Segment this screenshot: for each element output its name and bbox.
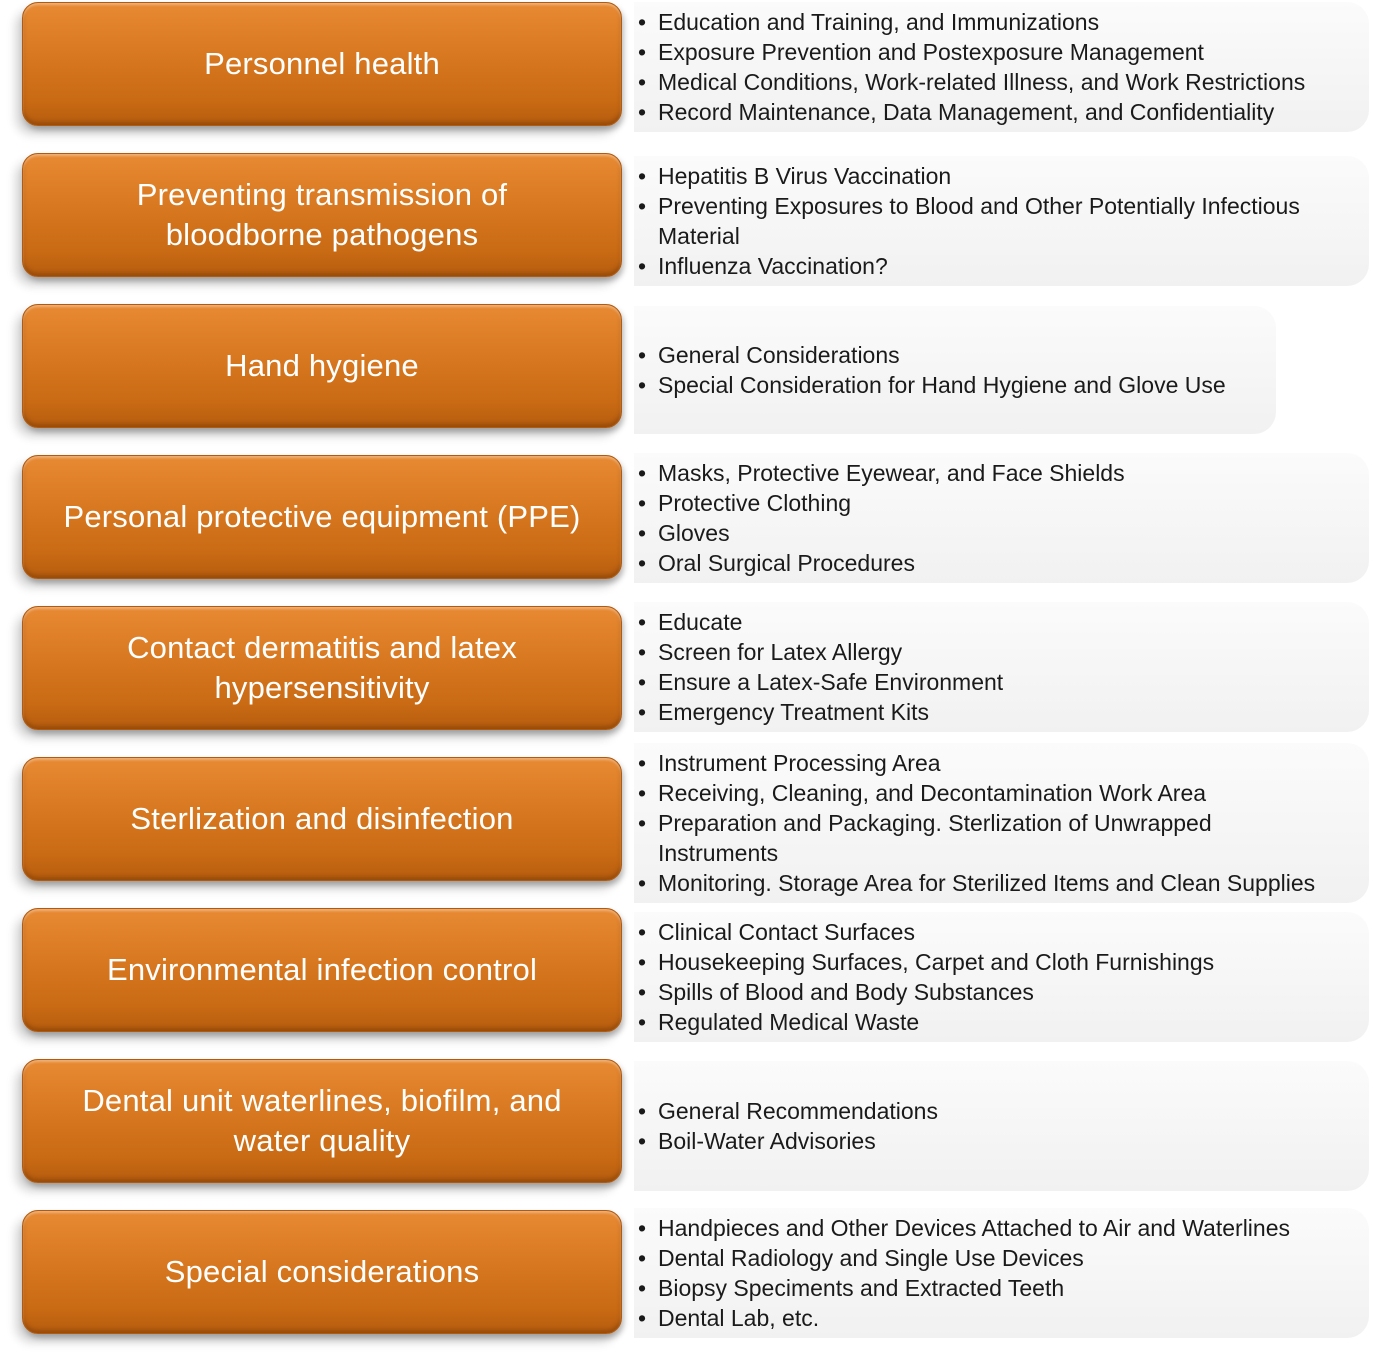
list-item: • General Considerations <box>638 340 1276 370</box>
category-label: Personal protective equipment (PPE) <box>63 499 581 534</box>
list-item: • Dental Lab, etc. <box>638 1303 1369 1333</box>
category-box <box>22 455 622 579</box>
list-item: • Medical Conditions, Work-related Illness, and Work Restrictions <box>638 67 1369 97</box>
list-item: • Receiving, Cleaning, and Decontamination Work Area <box>638 778 1369 808</box>
category-box <box>22 1210 622 1334</box>
list-item: • Oral Surgical Procedures <box>638 548 1369 578</box>
list-item: • Special Consideration for Hand Hygiene and Glove Use <box>638 370 1276 400</box>
category-box <box>22 304 622 428</box>
category-label: Preventing transmission of bloodborne pathogens <box>136 177 508 252</box>
list-item: • Exposure Prevention and Postexposure Management <box>638 37 1369 67</box>
category-row-environmental <box>0 908 1379 1034</box>
list-item: • Biopsy Speciments and Extracted Teeth <box>638 1273 1369 1303</box>
list-item: • Housekeeping Surfaces, Carpet and Cloth Furnishings <box>638 947 1369 977</box>
category-box <box>22 1059 622 1183</box>
list-item: • Hepatitis B Virus Vaccination <box>638 161 1369 191</box>
list-item: • Monitoring. Storage Area for Sterilized Items and Clean Supplies <box>638 868 1369 898</box>
list-item: • General Recommendations <box>638 1096 1369 1126</box>
category-row-personnel-health <box>0 2 1379 128</box>
category-items-panel <box>634 2 1369 132</box>
category-box <box>22 757 622 881</box>
category-items-panel <box>634 1208 1369 1338</box>
list-item: • Screen for Latex Allergy <box>638 637 1369 667</box>
category-items-panel <box>634 306 1276 434</box>
category-box <box>22 153 622 277</box>
list-item: • Boil-Water Advisories <box>638 1126 1369 1156</box>
category-items-panel <box>634 453 1369 583</box>
list-item: • Ensure a Latex-Safe Environment <box>638 667 1369 697</box>
list-item: • Spills of Blood and Body Substances <box>638 977 1369 1007</box>
category-label: Sterlization and disinfection <box>130 801 514 836</box>
category-box <box>22 606 622 730</box>
category-box <box>22 908 622 1032</box>
list-item: • Protective Clothing <box>638 488 1369 518</box>
category-label: Dental unit waterlines, biofilm, and water quality <box>82 1083 562 1158</box>
list-item: • Educate <box>638 607 1369 637</box>
list-item: • Preventing Exposures to Blood and Other Potentially Infectious Material <box>638 191 1369 251</box>
list-item: • Instrument Processing Area <box>638 748 1369 778</box>
list-item: • Influenza Vaccination? <box>638 251 1369 281</box>
category-box <box>22 2 622 126</box>
list-item: • Regulated Medical Waste <box>638 1007 1369 1037</box>
category-label: Environmental infection control <box>106 952 538 987</box>
list-item: • Dental Radiology and Single Use Devices <box>638 1243 1369 1273</box>
category-label: Special considerations <box>164 1254 480 1289</box>
category-row-latex-hypersensitivity <box>0 606 1379 732</box>
category-row-bloodborne-pathogens <box>0 153 1379 279</box>
category-row-sterilization <box>0 750 1379 896</box>
category-row-hand-hygiene <box>0 304 1379 430</box>
list-item: • Clinical Contact Surfaces <box>638 917 1369 947</box>
list-item: • Record Maintenance, Data Management, and Confidentiality <box>638 97 1369 127</box>
category-label: Contact dermatitis and latex hypersensitivity <box>127 630 517 705</box>
list-item: • Emergency Treatment Kits <box>638 697 1369 727</box>
list-item: • Masks, Protective Eyewear, and Face Shields <box>638 458 1369 488</box>
category-row-ppe <box>0 455 1379 581</box>
category-items-panel <box>634 602 1369 732</box>
list-item: • Preparation and Packaging. Sterlization of Unwrapped Instruments <box>638 808 1369 868</box>
list-item: • Education and Training, and Immunizations <box>638 7 1369 37</box>
category-items-panel <box>634 912 1369 1042</box>
category-items-panel <box>634 743 1369 903</box>
category-row-waterlines <box>0 1059 1379 1185</box>
category-items-panel <box>634 1061 1369 1191</box>
list-item: • Gloves <box>638 518 1369 548</box>
category-items-panel <box>634 156 1369 286</box>
category-label: Hand hygiene <box>225 348 419 383</box>
category-label: Personnel health <box>204 46 440 81</box>
list-item: • Handpieces and Other Devices Attached to Air and Waterlines <box>638 1213 1369 1243</box>
category-row-special-considerations <box>0 1210 1379 1336</box>
